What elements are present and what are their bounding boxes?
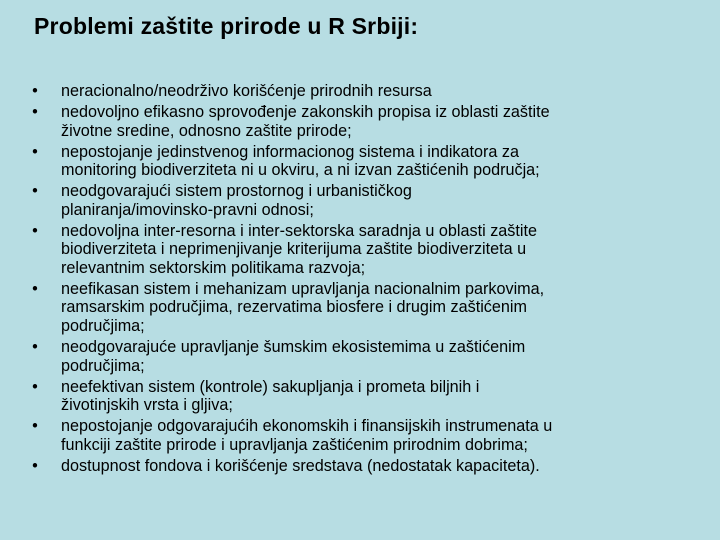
bullet-text-line: neefikasan sistem i mehanizam upravljanja nacionalnim parkovima, <box>61 279 545 298</box>
bullet-text-line: ramsarskim područjima, rezervatima biosfere i drugim zaštićenim <box>61 298 527 317</box>
bullet-point-icon: • <box>32 182 38 201</box>
bullet-text-line: nepostojanje jedinstvenog informacionog sistema i indikatora za <box>61 142 520 161</box>
bullet-item <box>28 378 688 415</box>
bullet-point-icon: • <box>32 377 38 396</box>
bullet-text-line: životne sredine, odnosno zaštite prirode; <box>61 121 352 140</box>
bullet-text-line: dostupnost fondova i korišćenje sredstava (nedostatak kapaciteta). <box>61 456 540 475</box>
bullet-list <box>28 82 688 478</box>
bullet-item <box>28 103 688 140</box>
bullet-point-icon: • <box>32 82 38 100</box>
bullet-text-line: područjima; <box>61 356 145 375</box>
bullet-text-line: monitoring biodiverziteta ni u okviru, a ni izvan zaštićenih područja; <box>61 161 540 180</box>
bullet-text-line: biodiverziteta i neprimenjivanje kriterijuma zaštite biodiverziteta u <box>61 240 527 259</box>
bullet-item <box>28 417 688 454</box>
bullet-point-icon: • <box>32 417 38 436</box>
bullet-point-icon: • <box>32 102 38 121</box>
bullet-item <box>28 82 688 101</box>
bullet-item <box>28 222 688 278</box>
bullet-text-line: neracionalno/neodrživo korišćenje prirodnih resursa <box>61 82 432 100</box>
bullet-point-icon: • <box>32 279 38 298</box>
bullet-text-line: funkciji zaštite prirode i upravljanja zaštićenim prirodnim dobrima; <box>61 435 528 454</box>
bullet-text-line: nepostojanje odgovarajućih ekonomskih i finansijskih instrumenata u <box>61 417 553 436</box>
bullet-text-line: neodgovarajuće upravljanje šumskim ekosistemima u zaštićenim <box>61 338 526 357</box>
bullet-text-line: relevantnim sektorskim politikama razvoja; <box>61 258 366 277</box>
bullet-item <box>28 338 688 375</box>
slide-title: Problemi zaštite prirode u R Srbiji: <box>34 13 419 39</box>
bullet-point-icon: • <box>32 338 38 357</box>
bullet-point-icon: • <box>32 221 38 240</box>
bullet-text-line: nedovoljna inter-resorna i inter-sektorska saradnja u oblasti zaštite <box>61 221 537 240</box>
bullet-item <box>28 457 688 476</box>
bullet-point-icon: • <box>32 456 38 475</box>
bullet-text-line: nedovoljno efikasno sprovođenje zakonskih propisa iz oblasti zaštite <box>61 102 550 121</box>
bullet-text-line: neodgovarajući sistem prostornog i urbanističkog <box>61 182 412 201</box>
bullet-item <box>28 182 688 219</box>
bullet-text-line: planiranja/imovinsko-pravni odnosi; <box>61 200 314 219</box>
bullet-text-line: područjima; <box>61 317 145 336</box>
bullet-item <box>28 280 688 336</box>
bullet-item <box>28 143 688 180</box>
bullet-text-line: životinjskih vrsta i gljiva; <box>61 396 233 415</box>
bullet-point-icon: • <box>32 142 38 161</box>
bullet-text-line: neefektivan sistem (kontrole) sakupljanja i prometa biljnih i <box>61 377 480 396</box>
